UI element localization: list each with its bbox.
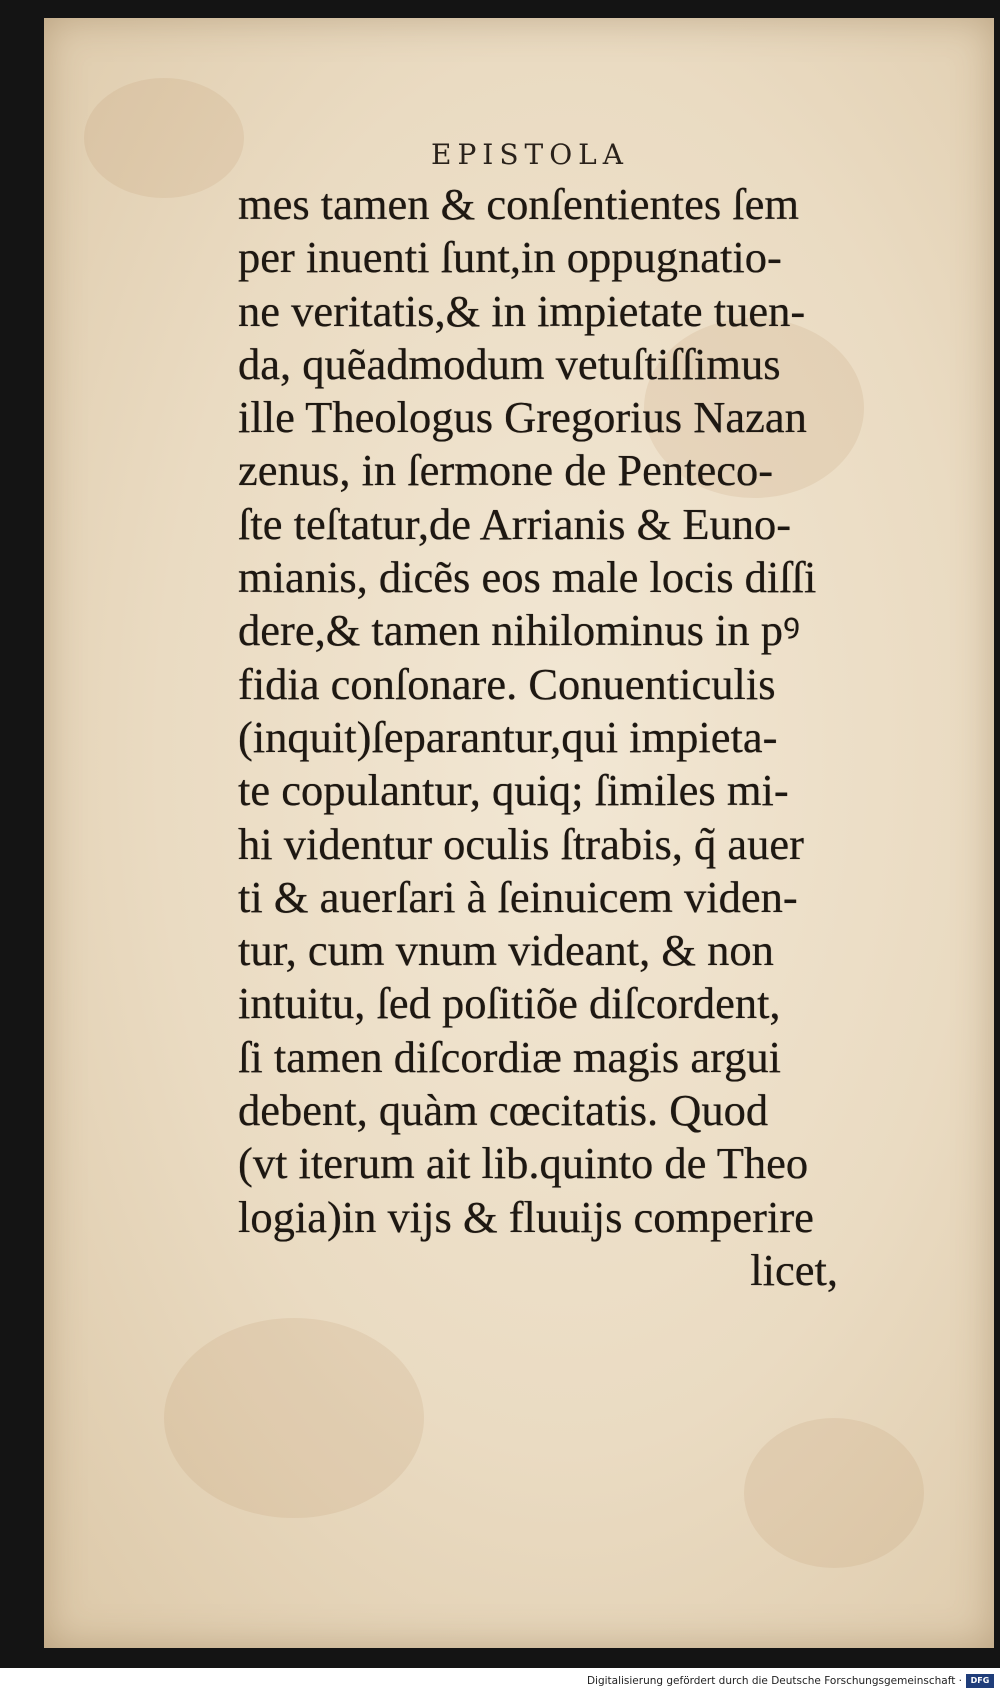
text-line: tur, cum vnum videant, & non [238,925,774,976]
catchword-line: licet, [750,1244,838,1295]
text-line: ti & auerſari à ſeinuicem viden- [238,871,798,922]
digitization-footer [0,1670,1000,1694]
text-line: per inuenti ſunt,in oppugnatio- [238,232,782,283]
text-line: ne veritatis,& in impietate tuen- [238,285,806,336]
text-line: debent, quàm cœcitatis. Quod [238,1085,769,1136]
text-line: (vt iterum ait lib.quinto de Theo [238,1138,809,1189]
text-line: logia)in vijs & fluuijs comperire [238,1191,814,1242]
page-body-text [238,178,918,1297]
text-line: ſte teſtatur,de Arrianis & Euno- [238,498,792,549]
text-line: mes tamen & conſentientes ſem [238,179,800,229]
text-line: hi videntur oculis ſtrabis, q̃ auer [238,818,805,869]
text-line: dere,& tamen nihilominus in pꝰ [238,605,801,656]
text-line: ille Theologus Gregorius Nazan [238,392,807,443]
text-line: te copulantur, quiq; ſimiles mi- [238,765,789,816]
text-line: mianis, dicẽs eos male locis diſſi [238,552,817,603]
dfg-logo: DFG [966,1674,994,1688]
text-line: fidia conſonare. Conuenticulis [238,658,776,709]
running-header: EPISTOLA [431,138,629,171]
paper-stain [744,1418,924,1568]
paper-stain [164,1318,424,1518]
text-line: (inquit)ſeparantur,qui impieta- [238,711,778,762]
text-line: zenus, in ſermone de Penteco- [238,445,774,496]
text-line: da, quẽadmodum vetuſtiſſimus [238,338,781,389]
text-line: intuitu, ſed poſitiõe diſcordent, [238,978,781,1029]
text-line: ſi tamen diſcordiæ magis argui [238,1031,781,1082]
footer-credit: Digitalisierung gefördert durch die Deutsche Forschungsgemeinschaft · [586,1675,962,1687]
